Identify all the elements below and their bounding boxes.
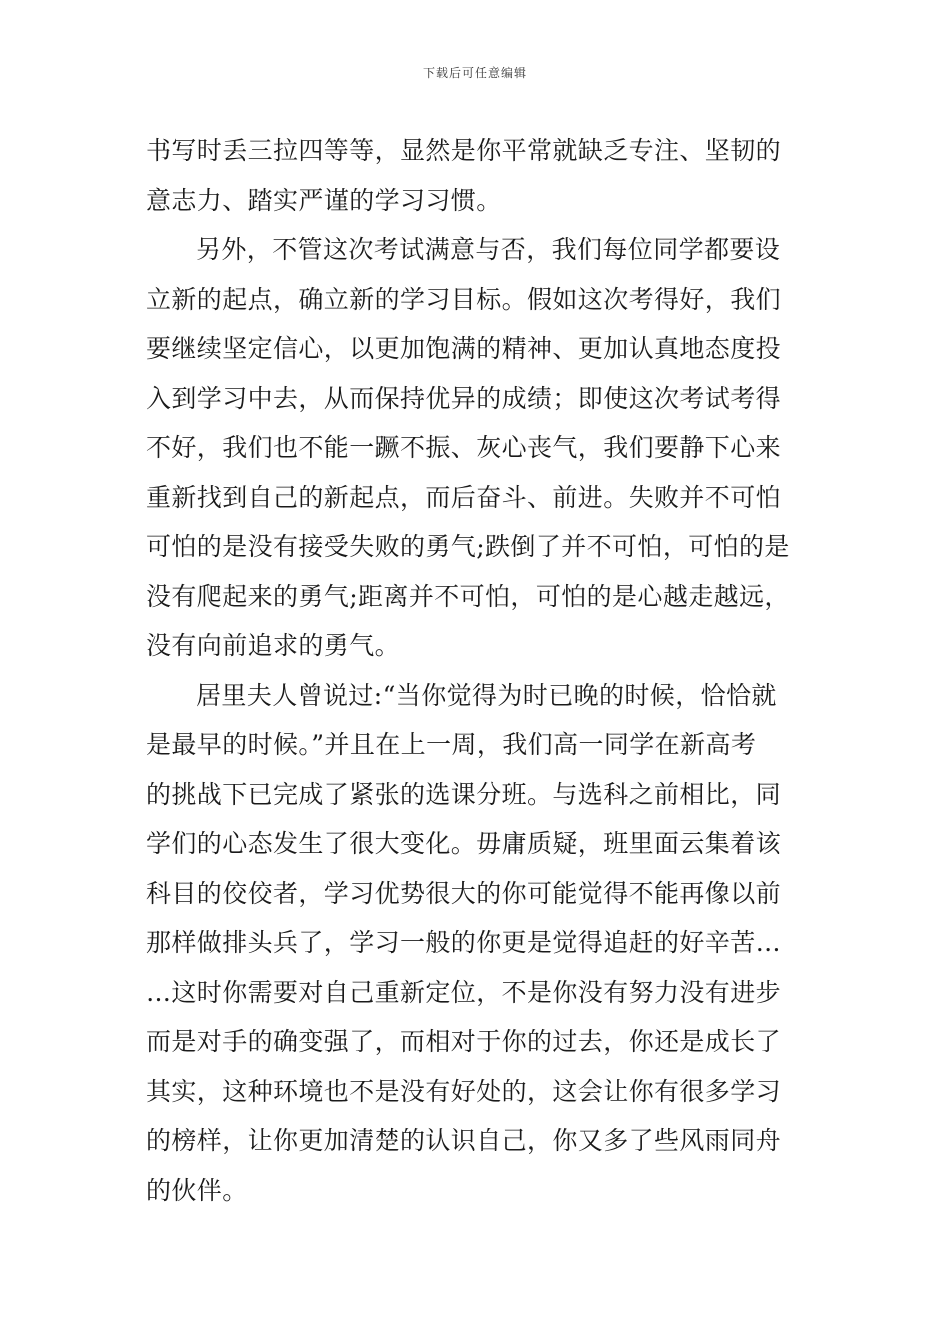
text-line: 没有向前追求的勇气。 — [146, 631, 401, 660]
text-line: 而是对手的确变强了，而相对于你的过去，你还是成长了 — [146, 1027, 782, 1056]
text-line: …这时你需要对自己重新定位，不是你没有努力没有进步 — [146, 977, 782, 1007]
text-line: 的伙伴。 — [146, 1175, 248, 1205]
paragraph-first-line: 居里夫人曾说过:“当你觉得为时已晚的时候，恰恰就 — [196, 680, 777, 710]
text-line: 书写时丢三拉四等等，显然是你平常就缺乏专注、坚韧的 — [146, 136, 782, 165]
text-line: 的榜样，让你更加清楚的认识自己，你又多了些风雨同舟 — [146, 1126, 782, 1155]
text-line: 重新找到自己的新起点，而后奋斗、前进。失败并不可怕 — [146, 482, 782, 512]
text-line: 不好，我们也不能一蹶不振、灰心丧气，我们要静下心来 — [146, 433, 782, 462]
text-line: 入到学习中去，从而保持优异的成绩；即使这次考试考得 — [146, 383, 782, 413]
text-line: 学们的心态发生了很大变化。毋庸质疑，班里面云集着该 — [146, 829, 782, 858]
text-line: 没有爬起来的勇气;距离并不可怕，可怕的是心越走越远， — [146, 581, 790, 611]
text-line: 立新的起点，确立新的学习目标。假如这次考得好，我们 — [146, 284, 782, 314]
paragraph-first-line: 另外，不管这次考试满意与否，我们每位同学都要设 — [196, 235, 781, 264]
page-header: 下载后可任意编辑 — [422, 66, 527, 80]
text-line: 的挑战下已完成了紧张的选课分班。与选科之前相比，同 — [146, 779, 782, 809]
body-text — [146, 126, 810, 1215]
text-line: 其实，这种环境也不是没有好处的，这会让你有很多学习 — [146, 1076, 782, 1106]
text-line: 科目的佼佼者，学习优势很大的你可能觉得不能再像以前 — [146, 878, 782, 908]
text-line: 意志力、踏实严谨的学习习惯。 — [146, 185, 502, 215]
text-line: 是最早的时候。”并且在上一周，我们高一同学在新高考 — [146, 730, 757, 759]
text-line: 可怕的是没有接受失败的勇气;跌倒了并不可怕，可怕的是 — [146, 532, 790, 561]
text-line: 那样做排头兵了，学习一般的你更是觉得追赶的好辛苦… — [146, 928, 782, 957]
text-line: 要继续坚定信心，以更加饱满的精神、更加认真地态度投 — [146, 334, 782, 363]
